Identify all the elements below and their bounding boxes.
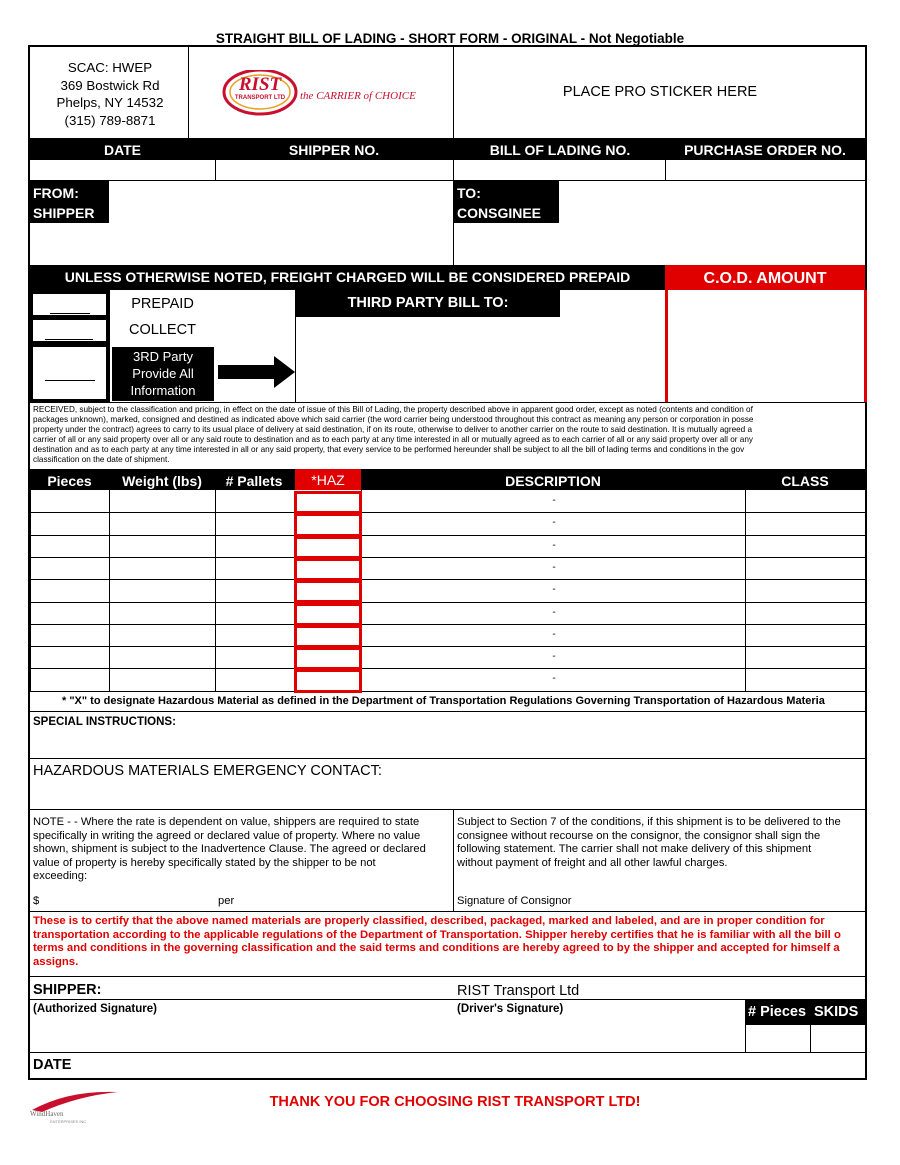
certification-line: transportation according to the applicable regulations of the Department of Transportation. Shipper hereby certifies that he is familiar with all the bill o bbox=[33, 928, 841, 941]
note-line: exceeding: bbox=[33, 870, 88, 883]
skids-label: SKIDS bbox=[814, 1004, 859, 1020]
hazmat-contact-field[interactable] bbox=[400, 760, 865, 808]
arrow-right-icon bbox=[218, 356, 296, 388]
to-label bbox=[454, 181, 559, 223]
table-row-divider bbox=[30, 691, 865, 692]
form-title: STRAIGHT BILL OF LADING - SHORT FORM - ORIGINAL - Not Negotiable bbox=[215, 31, 685, 46]
table-row[interactable] bbox=[30, 579, 865, 601]
shipper-no-header: SHIPPER NO. bbox=[288, 142, 380, 158]
declared-value-per: per bbox=[218, 895, 235, 907]
skids-count-field[interactable] bbox=[811, 1025, 865, 1052]
received-line: packages unknown), marked, consigned and destined as indicated above which said carrier (the word carrier being understood throughout this contract as meaning any person or corporation in posse bbox=[33, 415, 754, 424]
certification-line: assigns. bbox=[33, 955, 79, 968]
table-row[interactable] bbox=[30, 535, 865, 557]
hazmat-contact-label: HAZARDOUS MATERIALS EMERGENCY CONTACT: bbox=[33, 763, 382, 779]
date-field[interactable] bbox=[30, 160, 215, 180]
description-header: DESCRIPTION bbox=[505, 473, 601, 489]
freight-notice-bar: UNLESS OTHERWISE NOTED, FREIGHT CHARGED WILL BE CONSIDERED PREPAID bbox=[30, 265, 665, 290]
third-party-line2: Provide All bbox=[132, 366, 194, 381]
haz-checkbox[interactable] bbox=[294, 669, 362, 692]
table-row[interactable] bbox=[30, 557, 865, 579]
description-cell: - bbox=[552, 561, 556, 573]
logo-wordmark: RIST bbox=[238, 74, 282, 95]
sign-date-field[interactable] bbox=[80, 1054, 865, 1078]
third-party-bill-to-field[interactable] bbox=[296, 317, 664, 402]
received-line: RECEIVED, subject to the classification and pricing, in effect on the date of issue of this Bill of Lading, the property described above in apparent good order, except as noted (contents and condition of bbox=[33, 405, 753, 414]
note-line: shown, shipment is subject to the Inadvertence Clause. The agreed or declared bbox=[33, 843, 426, 856]
haz-header: *HAZ bbox=[295, 469, 361, 490]
description-cell: - bbox=[552, 539, 556, 551]
to-label-line2: CONSGINEE bbox=[457, 205, 542, 221]
table-row[interactable] bbox=[30, 490, 865, 512]
watermark-name: WindHaven bbox=[30, 1110, 64, 1118]
section7-note bbox=[457, 816, 867, 870]
prepaid-checkbox[interactable] bbox=[33, 294, 106, 315]
description-cell: - bbox=[552, 606, 556, 618]
note-line: NOTE - - Where the rate is dependent on value, shippers are required to state bbox=[33, 816, 420, 828]
third-party-checkbox[interactable] bbox=[33, 347, 106, 399]
table-row[interactable] bbox=[30, 646, 865, 668]
shipper-address-field[interactable] bbox=[110, 181, 453, 265]
consignor-signature-field[interactable] bbox=[600, 880, 865, 908]
shipper-signature-field[interactable] bbox=[30, 1016, 453, 1052]
declared-value-note bbox=[33, 816, 453, 884]
haz-checkbox[interactable] bbox=[294, 625, 362, 648]
note-line: Subject to Section 7 of the conditions, if this shipment is to be delivered to the bbox=[457, 816, 841, 828]
table-row[interactable] bbox=[30, 512, 865, 534]
swoosh-icon bbox=[28, 1088, 128, 1112]
note-line: without payment of freight and all other lawful charges. bbox=[457, 856, 728, 869]
date-sign-label: DATE bbox=[33, 1057, 72, 1073]
driver-signature-label: (Driver's Signature) bbox=[457, 1003, 564, 1015]
certification-line: terms and conditions in the governing classification and the said terms and conditions are hereby agreed to by the shipper and accepted for himself a bbox=[33, 942, 840, 955]
haz-checkbox[interactable] bbox=[294, 558, 362, 581]
table-row[interactable] bbox=[30, 602, 865, 624]
company-address bbox=[40, 59, 180, 129]
cod-amount-header: C.O.D. AMOUNT bbox=[665, 265, 865, 290]
windhaven-logo bbox=[28, 1088, 128, 1124]
haz-checkbox[interactable] bbox=[294, 603, 362, 626]
haz-checkbox[interactable] bbox=[294, 580, 362, 603]
haz-checkbox[interactable] bbox=[294, 647, 362, 670]
haz-note: * "X" to designate Hazardous Material as defined in the Department of Transportation Regulations Governing Transportation of Hazardous Materia bbox=[62, 695, 825, 707]
received-terms bbox=[33, 405, 875, 465]
note-line: specifically in writing the agreed or declared value of property. Where no value bbox=[33, 829, 421, 842]
third-party-bill-to-label: THIRD PARTY BILL TO: bbox=[296, 290, 560, 317]
logo-subtitle: TRANSPORT LTD bbox=[234, 95, 286, 101]
special-instructions-field[interactable] bbox=[30, 730, 865, 758]
po-no-header: PURCHASE ORDER NO. bbox=[684, 142, 846, 158]
received-line: property under the contract) agrees to carry to its usual place of delivery at said destination, if on its route, otherwise to deliver to another carrier on the route to said destination. It is mutually agreed a bbox=[33, 425, 753, 434]
consignee-address-field[interactable] bbox=[560, 181, 865, 265]
shipper-no-field[interactable] bbox=[215, 160, 453, 180]
bol-no-header: BILL OF LADING NO. bbox=[489, 142, 631, 158]
weight-header: Weight (lbs) bbox=[122, 473, 202, 489]
table-row[interactable] bbox=[30, 624, 865, 646]
watermark-sub: ENTERPRISES INC bbox=[50, 1119, 87, 1124]
pallets-header: # Pallets bbox=[225, 473, 283, 489]
haz-checkbox[interactable] bbox=[294, 513, 362, 536]
description-cell: - bbox=[552, 651, 556, 663]
class-header: CLASS bbox=[781, 473, 829, 489]
phone-number: (315) 789-8871 bbox=[64, 112, 156, 128]
from-label-line2: SHIPPER bbox=[33, 205, 95, 221]
thank-you-footer: THANK YOU FOR CHOOSING RIST TRANSPORT LTD! bbox=[269, 1094, 641, 1110]
po-no-field[interactable] bbox=[665, 160, 865, 180]
prepaid-label: PREPAID bbox=[131, 296, 194, 312]
note-line: following statement. The carrier shall not make delivery of this shipment bbox=[457, 843, 812, 856]
received-line: destination and as to each party at any time interested in all or any said property, that every service to be performed hereunder shall be subject to all the bill of lading terms and conditions in the gov bbox=[33, 445, 745, 454]
description-cell: - bbox=[552, 584, 556, 596]
description-cell: - bbox=[552, 628, 556, 640]
company-logo bbox=[220, 70, 420, 118]
third-party-line3: Information bbox=[130, 383, 196, 398]
haz-checkbox[interactable] bbox=[294, 536, 362, 559]
declared-value-dollar: $ bbox=[33, 895, 40, 907]
third-party-label bbox=[112, 347, 214, 401]
note-line: value of property is hereby specifically stated by the shipper to be not bbox=[33, 856, 376, 869]
collect-label: COLLECT bbox=[129, 322, 196, 338]
pro-sticker-area[interactable]: PLACE PRO STICKER HERE bbox=[562, 84, 758, 100]
special-instructions-label: SPECIAL INSTRUCTIONS: bbox=[33, 716, 176, 728]
description-cell: - bbox=[552, 495, 556, 506]
consignor-signature-label: Signature of Consignor bbox=[457, 895, 572, 907]
shipper-certification bbox=[33, 915, 875, 969]
received-line: carrier of all or any said property over all or any said route to destination and as to each party at any time interested in all or mutually agreed as to each carrier of all or any said property over all or any bbox=[33, 435, 753, 444]
address-line-1: 369 Bostwick Rd bbox=[60, 77, 160, 93]
haz-checkbox[interactable] bbox=[294, 491, 362, 514]
pieces-label: # Pieces bbox=[748, 1004, 807, 1020]
scac-code: SCAC: HWEP bbox=[67, 60, 153, 75]
address-line-2: Phelps, NY 14532 bbox=[56, 95, 164, 110]
certification-line: These is to certify that the above named materials are properly classified, described, packaged, marked and labeled, and are in proper condition for bbox=[33, 915, 825, 927]
cod-amount-field[interactable] bbox=[665, 290, 867, 402]
pieces-header: Pieces bbox=[47, 473, 92, 489]
note-line: consignee without recourse on the consignor, the consignor shall sign the bbox=[457, 829, 821, 842]
logo-tagline: the CARRIER of CHOICE bbox=[300, 90, 416, 102]
received-line: classification on the date of shipment. bbox=[33, 455, 170, 464]
from-label-line1: FROM: bbox=[33, 185, 79, 201]
to-label-line1: TO: bbox=[457, 185, 481, 201]
table-row[interactable] bbox=[30, 668, 865, 690]
authorized-signature-label: (Authorized Signature) bbox=[33, 1003, 157, 1015]
carrier-name: RIST Transport Ltd bbox=[457, 983, 580, 999]
third-party-line1: 3RD Party bbox=[133, 349, 193, 364]
description-cell: - bbox=[552, 517, 556, 529]
driver-signature-field[interactable] bbox=[455, 1016, 743, 1052]
bol-no-field[interactable] bbox=[455, 160, 665, 180]
collect-checkbox[interactable] bbox=[33, 320, 106, 341]
declared-value-field[interactable] bbox=[45, 890, 215, 908]
shipper-sign-label: SHIPPER: bbox=[33, 982, 102, 998]
description-cell: - bbox=[552, 673, 556, 685]
pieces-count-field[interactable] bbox=[745, 1025, 811, 1052]
date-header: DATE bbox=[103, 142, 142, 158]
from-label bbox=[30, 181, 109, 223]
